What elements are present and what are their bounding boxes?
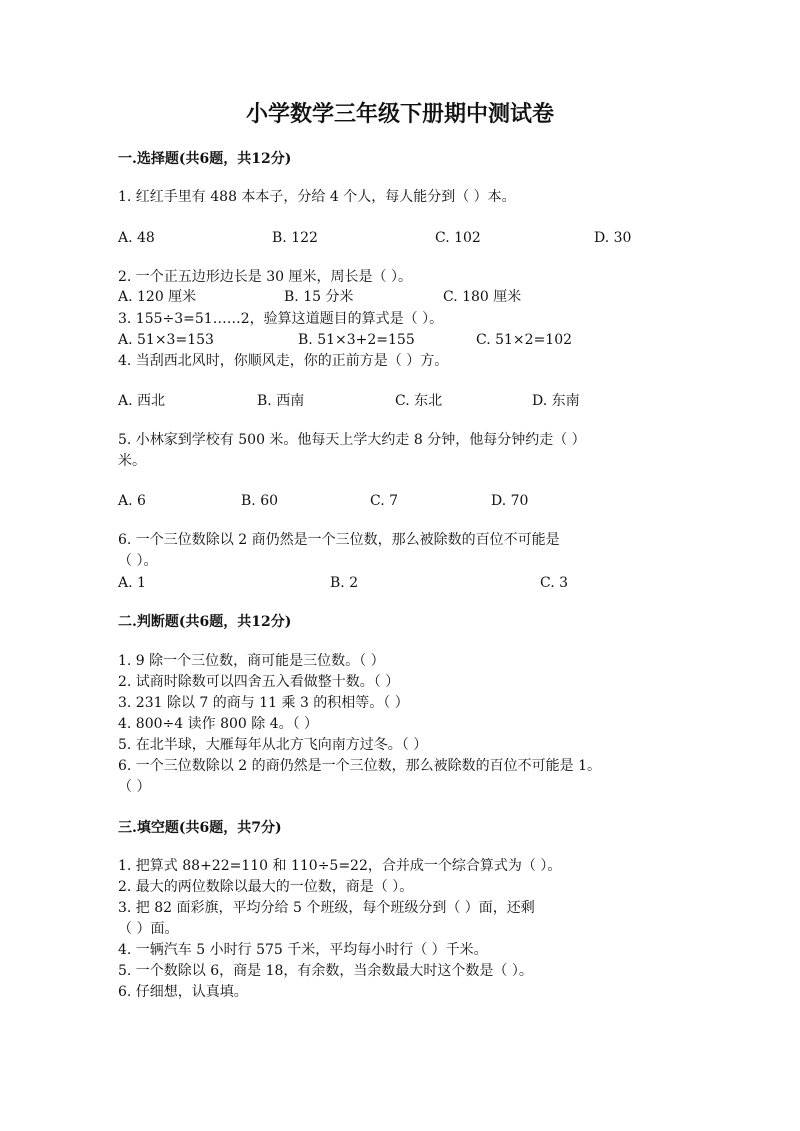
question-1: 1. 红红手里有 488 本本子，分给 4 个人，每人能分到（ ）本。 bbox=[118, 189, 516, 205]
fill-item: 1. 把算式 88+22=110 和 110÷5=22，合并成一个综合算式为（ ）。 bbox=[118, 858, 562, 874]
fill-item-continued: （ ）面。 bbox=[118, 921, 179, 937]
judgment-item: 1. 9 除一个三位数，商可能是三位数。（ ） bbox=[118, 653, 385, 669]
option-b: B. 122 bbox=[272, 230, 318, 246]
option-a: A. 西北 bbox=[118, 393, 166, 409]
question-5-continued: 米。 bbox=[118, 453, 146, 469]
fill-item: 3. 把 82 面彩旗，平均分给 5 个班级，每个班级分到（ ）面，还剩 bbox=[118, 900, 535, 916]
option-b: B. 51×3+2=155 bbox=[298, 332, 415, 348]
fill-item: 2. 最大的两位数除以最大的一位数，商是（ ）。 bbox=[118, 879, 414, 895]
option-a: A. 51×3=153 bbox=[118, 332, 214, 348]
page-title: 小学数学三年级下册期中测试卷 bbox=[245, 101, 554, 127]
section-heading-choice: 一.选择题(共6题，共12分) bbox=[118, 151, 292, 167]
question-6-continued: （ ）。 bbox=[118, 553, 158, 569]
option-d: D. 东南 bbox=[532, 393, 580, 409]
question-2: 2. 一个正五边形边长是 30 厘米，周长是（ ）。 bbox=[118, 269, 412, 285]
question-6: 6. 一个三位数除以 2 商仍然是一个三位数，那么被除数的百位不可能是 bbox=[118, 532, 560, 548]
option-c: C. 3 bbox=[540, 575, 569, 591]
question-4: 4. 当刮西北风时，你顺风走，你的正前方是（ ）方。 bbox=[118, 353, 449, 369]
option-b: B. 2 bbox=[330, 575, 359, 591]
judgment-item: 4. 800÷4 读作 800 除 4。（ ） bbox=[118, 716, 319, 732]
option-c: C. 102 bbox=[435, 230, 481, 246]
option-a: A. 120 厘米 bbox=[118, 289, 197, 305]
option-b: B. 60 bbox=[241, 493, 279, 509]
judgment-item: 6. 一个三位数除以 2 的商仍然是一个三位数，那么被除数的百位不可能是 1。 bbox=[118, 758, 601, 774]
judgment-item-continued: （ ） bbox=[118, 779, 151, 795]
judgment-item: 2. 试商时除数可以四舍五入看做整十数。（ ） bbox=[118, 674, 400, 690]
option-c: C. 7 bbox=[370, 493, 399, 509]
option-a: A. 48 bbox=[118, 230, 155, 246]
option-b: B. 西南 bbox=[257, 393, 305, 409]
judgment-item: 5. 在北半球，大雁每年从北方飞向南方过冬。（ ） bbox=[118, 737, 428, 753]
judgment-item: 3. 231 除以 7 的商与 11 乘 3 的积相等。（ ） bbox=[118, 695, 409, 711]
option-a: A. 6 bbox=[118, 493, 146, 509]
option-b: B. 15 分米 bbox=[284, 289, 354, 305]
fill-item: 5. 一个数除以 6，商是 18，有余数，当余数最大时这个数是（ ）。 bbox=[118, 963, 533, 979]
option-c: C. 东北 bbox=[395, 393, 443, 409]
fill-item: 6. 仔细想，认真填。 bbox=[118, 984, 248, 1000]
section-heading-fill-blank: 三.填空题(共6题，共7分) bbox=[118, 820, 282, 836]
option-c: C. 180 厘米 bbox=[443, 289, 522, 305]
option-d: D. 70 bbox=[491, 493, 529, 509]
question-5: 5. 小林家到学校有 500 米。他每天上学大约走 8 分钟，他每分钟约走（ ） bbox=[118, 432, 586, 448]
question-3: 3. 155÷3=51……2，验算这道题目的算式是（ ）。 bbox=[118, 311, 444, 327]
option-d: D. 30 bbox=[594, 230, 632, 246]
option-a: A. 1 bbox=[118, 575, 146, 591]
fill-item: 4. 一辆汽车 5 小时行 575 千米，平均每小时行（ ）千米。 bbox=[118, 942, 488, 958]
option-c: C. 51×2=102 bbox=[476, 332, 573, 348]
section-heading-true-false: 二.判断题(共6题，共12分) bbox=[118, 614, 292, 630]
